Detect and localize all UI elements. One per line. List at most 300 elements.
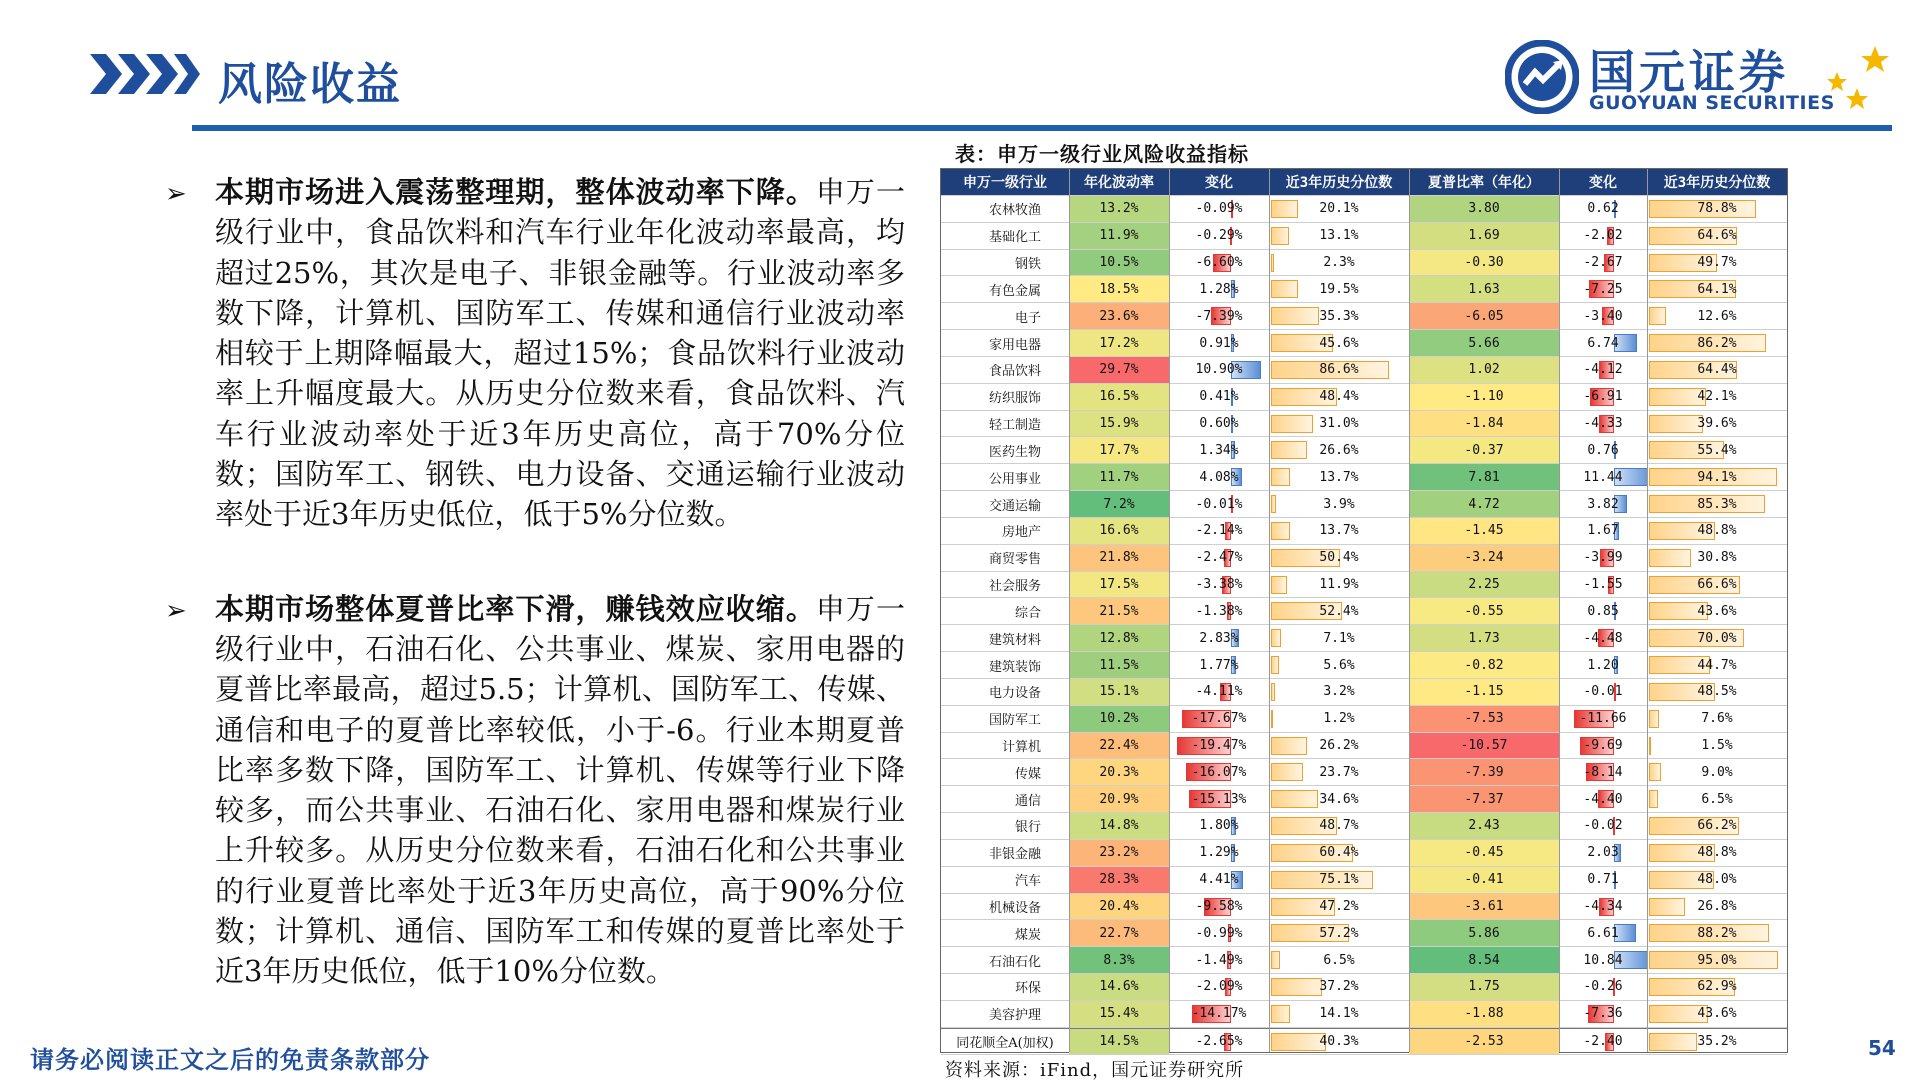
cell-text: -6.91 <box>1583 389 1623 405</box>
cell-text: -6.60% <box>1195 255 1243 271</box>
cell-vol <box>1069 679 1169 705</box>
cell-text: -15.13% <box>1191 791 1247 807</box>
cell-sh-pct <box>1647 840 1787 866</box>
cell-sh-pct <box>1647 652 1787 678</box>
cell-name <box>941 974 1069 1000</box>
cell-text: -0.82 <box>1464 657 1504 673</box>
bullet-volatility <box>165 172 905 535</box>
cell-name <box>941 545 1069 571</box>
cell-sharpe <box>1409 733 1559 759</box>
cell-text: 86.6% <box>1319 362 1359 378</box>
cell-text: -9.69 <box>1583 737 1623 753</box>
cell-text: 14.8% <box>1099 818 1139 834</box>
cell-text: 64.6% <box>1697 228 1737 244</box>
cell-text: 17.5% <box>1099 577 1139 592</box>
table-row <box>941 947 1787 974</box>
cell-sharpe <box>1409 437 1559 463</box>
table-source: 资料来源：iFind，国元证券研究所 <box>945 1060 1245 1080</box>
cell-sharpe <box>1409 625 1559 651</box>
bullet-lead: 本期市场整体夏普比率下滑，赚钱效应收缩。 <box>215 591 816 626</box>
cell-sharpe <box>1409 357 1559 383</box>
cell-text: 3.80 <box>1468 201 1500 217</box>
cell-text: 1.28% <box>1199 281 1239 297</box>
cell-text: 11.7% <box>1099 469 1139 485</box>
percentile-bar <box>1649 898 1685 916</box>
cell-vol <box>1069 786 1169 812</box>
cell-vol <box>1069 867 1169 893</box>
cell-text: 48.4% <box>1319 389 1359 405</box>
cell-text: 4.41% <box>1199 872 1239 888</box>
cell-text: 60.4% <box>1319 845 1359 861</box>
cell-sh-pct <box>1647 545 1787 571</box>
cell-text: 88.2% <box>1697 925 1737 941</box>
cell-sh-pct <box>1647 357 1787 383</box>
cell-sharpe <box>1409 786 1559 812</box>
cell-vol <box>1069 706 1169 732</box>
cell-sharpe <box>1409 679 1559 705</box>
cell-text: 55.4% <box>1697 442 1737 458</box>
cell-vol-pct <box>1269 813 1409 839</box>
cell-text: 1.02 <box>1468 362 1500 378</box>
table-row <box>941 813 1787 840</box>
cell-text: 7.81 <box>1468 469 1500 485</box>
cell-text: 13.7% <box>1319 469 1359 485</box>
cell-vol-chg <box>1169 706 1269 732</box>
cell-vol <box>1069 733 1169 759</box>
cell-vol-pct <box>1269 250 1409 276</box>
cell-text: -2.14% <box>1195 523 1243 539</box>
percentile-bar <box>1271 280 1298 298</box>
bullet-arrow-icon: ➢ <box>165 595 187 626</box>
cell-vol <box>1069 276 1169 302</box>
percentile-bar <box>1271 737 1307 755</box>
cell-sharpe <box>1409 813 1559 839</box>
star-icon <box>1823 44 1893 114</box>
cell-vol-pct <box>1269 974 1409 1000</box>
cell-text: 48.5% <box>1697 684 1737 700</box>
cell-sh-chg <box>1559 1001 1647 1027</box>
percentile-bar <box>1271 710 1273 728</box>
cell-vol-pct <box>1269 303 1409 329</box>
header-divider <box>192 125 1892 131</box>
cell-sharpe <box>1409 545 1559 571</box>
cell-sh-pct <box>1647 920 1787 946</box>
cell-sharpe <box>1409 1029 1559 1054</box>
cell-vol-pct <box>1269 1029 1409 1054</box>
cell-sharpe <box>1409 598 1559 624</box>
cell-vol <box>1069 545 1169 571</box>
cell-text: 48.8% <box>1697 845 1737 861</box>
table-row <box>941 411 1787 438</box>
cell-sharpe <box>1409 518 1559 544</box>
column-divider <box>1169 169 1170 1052</box>
percentile-bar <box>1271 656 1279 674</box>
percentile-bar <box>1271 576 1287 594</box>
title-chevron-icon <box>90 54 200 94</box>
cell-vol-pct <box>1269 625 1409 651</box>
cell-text: -1.88 <box>1464 1006 1504 1022</box>
cell-text: 45.6% <box>1319 335 1359 351</box>
cell-sh-pct <box>1647 786 1787 812</box>
cell-sh-pct <box>1647 625 1787 651</box>
cell-text: -0.29% <box>1195 228 1243 244</box>
cell-text: -4.34 <box>1583 898 1623 914</box>
cell-text: 美容护理 <box>988 1008 1041 1024</box>
table-caption: 表：申万一级行业风险收益指标 <box>955 142 1249 166</box>
cell-sh-chg <box>1559 974 1647 1000</box>
cell-text: -1.84 <box>1464 416 1504 432</box>
cell-vol-chg <box>1169 679 1269 705</box>
cell-vol <box>1069 759 1169 785</box>
cell-text: 电子 <box>1014 310 1041 326</box>
header-vol-change: 变化 <box>1205 175 1233 191</box>
cell-sh-pct <box>1647 250 1787 276</box>
cell-name <box>941 196 1069 222</box>
cell-vol-chg <box>1169 330 1269 356</box>
cell-text: 31.0% <box>1319 416 1359 432</box>
cell-vol-chg <box>1169 840 1269 866</box>
cell-text: 20.1% <box>1319 201 1359 217</box>
cell-text: 8.54 <box>1468 952 1500 968</box>
cell-sharpe <box>1409 303 1559 329</box>
percentile-bar <box>1271 683 1275 701</box>
cell-text: 机械设备 <box>988 900 1041 916</box>
cell-text: 商贸零售 <box>988 552 1041 568</box>
cell-sharpe <box>1409 759 1559 785</box>
percentile-bar <box>1649 307 1666 325</box>
cell-text: -2.09% <box>1195 979 1243 995</box>
cell-sh-pct <box>1647 411 1787 437</box>
cell-sh-pct <box>1647 491 1787 517</box>
cell-text: -2.47% <box>1195 550 1243 566</box>
cell-text: 环保 <box>1014 981 1041 997</box>
cell-text: 农林牧渔 <box>988 203 1041 219</box>
cell-name <box>941 652 1069 678</box>
cell-text: 6.74 <box>1587 335 1619 351</box>
table-row <box>941 1001 1787 1028</box>
percentile-bar <box>1649 710 1659 728</box>
cell-text: 3.2% <box>1323 684 1355 700</box>
table-row <box>941 384 1787 411</box>
cell-sharpe <box>1409 250 1559 276</box>
cell-name <box>941 598 1069 624</box>
cell-vol-pct <box>1269 276 1409 302</box>
cell-sh-chg <box>1559 384 1647 410</box>
cell-sh-chg <box>1559 813 1647 839</box>
cell-sharpe <box>1409 411 1559 437</box>
cell-vol <box>1069 437 1169 463</box>
cell-sh-pct <box>1647 437 1787 463</box>
cell-text: 66.2% <box>1697 818 1737 834</box>
cell-text: 汽车 <box>1014 874 1041 890</box>
cell-text: 48.8% <box>1697 523 1737 539</box>
cell-vol-pct <box>1269 840 1409 866</box>
percentile-bar <box>1271 522 1290 540</box>
cell-name <box>941 1001 1069 1027</box>
cell-text: -0.30 <box>1464 255 1504 271</box>
cell-vol-pct <box>1269 491 1409 517</box>
cell-sharpe <box>1409 276 1559 302</box>
cell-text: 43.6% <box>1697 603 1737 619</box>
cell-sharpe <box>1409 840 1559 866</box>
percentile-bar <box>1271 468 1290 486</box>
cell-text: 0.41% <box>1199 389 1239 405</box>
cell-text: -2.02 <box>1583 228 1623 244</box>
table-row <box>941 572 1787 599</box>
cell-vol-pct <box>1269 572 1409 598</box>
cell-text: 75.1% <box>1319 872 1359 888</box>
cell-text: 1.73 <box>1468 630 1500 646</box>
cell-vol-pct <box>1269 384 1409 410</box>
percentile-bar <box>1649 1033 1697 1051</box>
cell-text: -7.25 <box>1583 281 1623 297</box>
cell-name <box>941 357 1069 383</box>
cell-vol <box>1069 518 1169 544</box>
cell-text: 5.66 <box>1468 335 1500 351</box>
cell-text: 95.0% <box>1697 952 1737 968</box>
cell-name <box>941 947 1069 973</box>
cell-text: -1.38% <box>1195 603 1243 619</box>
cell-text: -0.99% <box>1195 925 1243 941</box>
cell-text: -1.15 <box>1464 684 1504 700</box>
cell-vol-pct <box>1269 867 1409 893</box>
cell-text: 0.62 <box>1587 201 1619 217</box>
cell-text: 62.9% <box>1697 979 1737 995</box>
cell-text: 房地产 <box>1001 525 1041 541</box>
cell-text: 39.6% <box>1697 416 1737 432</box>
cell-text: 3.9% <box>1323 496 1355 512</box>
cell-text: -7.39 <box>1464 764 1504 780</box>
percentile-bar <box>1649 737 1651 755</box>
cell-text: 11.9% <box>1099 228 1139 244</box>
cell-text: 1.75 <box>1468 979 1500 995</box>
cell-sh-chg <box>1559 518 1647 544</box>
cell-text: -0.45 <box>1464 845 1504 861</box>
cell-text: 22.4% <box>1099 737 1139 753</box>
cell-name <box>941 250 1069 276</box>
percentile-bar <box>1271 495 1276 513</box>
cell-vol-chg <box>1169 384 1269 410</box>
header-vol-percentile: 近3年历史分位数 <box>1285 175 1393 191</box>
cell-text: 0.60% <box>1199 416 1239 432</box>
cell-name <box>941 733 1069 759</box>
guoyuan-logo-icon <box>1505 40 1579 114</box>
percentile-bar <box>1649 790 1658 808</box>
cell-text: 11.44 <box>1583 469 1623 485</box>
bullet-sharpe <box>165 589 905 992</box>
cell-name <box>941 491 1069 517</box>
cell-text: 0.91% <box>1199 335 1239 351</box>
cell-vol <box>1069 464 1169 490</box>
cell-sh-pct <box>1647 276 1787 302</box>
cell-text: 2.3% <box>1323 255 1355 271</box>
cell-sh-chg <box>1559 894 1647 920</box>
table-row <box>941 652 1787 679</box>
cell-vol <box>1069 652 1169 678</box>
column-divider <box>1269 169 1270 1052</box>
cell-text: 家用电器 <box>988 337 1041 353</box>
cell-sh-pct <box>1647 330 1787 356</box>
cell-sh-pct <box>1647 974 1787 1000</box>
cell-text: 0.85 <box>1587 603 1619 619</box>
cell-text: 2.25 <box>1468 577 1500 592</box>
percentile-bar <box>1271 200 1298 218</box>
cell-text: -7.53 <box>1464 711 1504 727</box>
cell-name <box>941 572 1069 598</box>
cell-text: 34.6% <box>1319 791 1359 807</box>
cell-text: -3.61 <box>1464 898 1504 914</box>
cell-vol <box>1069 1001 1169 1027</box>
cell-text: 15.1% <box>1099 684 1139 700</box>
cell-vol-chg <box>1169 545 1269 571</box>
cell-text: -0.41 <box>1464 872 1504 888</box>
cell-text: -14.17% <box>1191 1006 1247 1022</box>
cell-vol <box>1069 357 1169 383</box>
cell-vol-chg <box>1169 572 1269 598</box>
percentile-bar <box>1271 951 1280 969</box>
cell-text: 0.76 <box>1587 442 1619 458</box>
cell-vol <box>1069 330 1169 356</box>
cell-text: 13.1% <box>1319 228 1359 244</box>
cell-text: 国防军工 <box>988 713 1041 729</box>
logo-chinese-name: 国元证券 <box>1589 45 1789 99</box>
cell-vol-pct <box>1269 652 1409 678</box>
percentile-bar <box>1271 790 1318 808</box>
cell-text: 13.2% <box>1099 201 1139 217</box>
cell-text: 非银金融 <box>988 847 1041 863</box>
cell-text: -2.40 <box>1583 1033 1623 1049</box>
cell-text: 交通运输 <box>988 498 1041 514</box>
cell-text: -11.66 <box>1579 711 1627 727</box>
cell-sh-pct <box>1647 813 1787 839</box>
cell-text: 12.8% <box>1099 630 1139 646</box>
cell-vol <box>1069 384 1169 410</box>
table-row <box>941 491 1787 518</box>
cell-text: 85.3% <box>1697 496 1737 512</box>
cell-text: 14.5% <box>1099 1033 1139 1049</box>
cell-name <box>941 303 1069 329</box>
cell-sh-chg <box>1559 437 1647 463</box>
cell-text: 11.5% <box>1099 657 1139 673</box>
cell-text: 86.2% <box>1697 335 1737 351</box>
cell-vol-pct <box>1269 518 1409 544</box>
cell-vol-chg <box>1169 813 1269 839</box>
cell-sharpe <box>1409 974 1559 1000</box>
cell-text: 23.6% <box>1099 308 1139 324</box>
table-row <box>941 357 1787 384</box>
cell-text: 2.83% <box>1199 630 1239 646</box>
cell-name <box>941 518 1069 544</box>
percentile-bar <box>1271 629 1281 647</box>
cell-vol-chg <box>1169 598 1269 624</box>
bullet-text: 申万一级行业中，食品饮料和汽车行业年化波动率最高，均超过25%，其次是电子、非银金融等。行业波动率多数下降，计算机、国防军工、传媒和通信行业波动率相较于上期降幅最大，超过15%；食品饮料行业波动率上升幅度最大。从历史分位数来看，食品饮料、汽车行业波动率处于近3年历史高位，高于70%分位数；国防军工、钢铁、电力设备、交通运输行业波动率处于近3年历史低位，低于5%分位数。 <box>215 175 905 532</box>
cell-name <box>941 411 1069 437</box>
cell-vol <box>1069 813 1169 839</box>
cell-text: 30.8% <box>1697 550 1737 566</box>
cell-sh-pct <box>1647 518 1787 544</box>
cell-text: 通信 <box>1014 793 1041 809</box>
cell-text: 23.2% <box>1099 845 1139 861</box>
table-header-row <box>941 169 1787 196</box>
cell-sh-chg <box>1559 947 1647 973</box>
cell-vol-pct <box>1269 330 1409 356</box>
table-summary-row <box>941 1028 1787 1055</box>
cell-vol-chg <box>1169 303 1269 329</box>
cell-vol <box>1069 598 1169 624</box>
table-row <box>941 679 1787 706</box>
cell-text: -4.33 <box>1583 416 1623 432</box>
percentile-bar <box>1271 978 1322 996</box>
cell-vol-chg <box>1169 920 1269 946</box>
cell-sh-pct <box>1647 303 1787 329</box>
cell-text: 6.61 <box>1587 925 1619 941</box>
cell-text: -10.57 <box>1460 737 1508 753</box>
cell-text: 纺织服饰 <box>988 391 1041 407</box>
cell-text: 1.80% <box>1199 818 1239 834</box>
cell-text: 49.7% <box>1697 255 1737 271</box>
cell-text: 17.2% <box>1099 335 1139 351</box>
cell-vol-chg <box>1169 518 1269 544</box>
cell-sh-chg <box>1559 572 1647 598</box>
cell-text: 基础化工 <box>988 230 1041 246</box>
table-row <box>941 974 1787 1001</box>
cell-text: 5.86 <box>1468 925 1500 941</box>
cell-text: -4.48 <box>1583 630 1623 646</box>
cell-text: 14.1% <box>1319 1006 1359 1022</box>
cell-sh-chg <box>1559 330 1647 356</box>
cell-name <box>941 786 1069 812</box>
cell-text: 35.2% <box>1697 1033 1737 1049</box>
disclaimer-note: 请务必阅读正文之后的免责条款部分 <box>30 1046 430 1074</box>
cell-text: 1.20 <box>1587 657 1619 673</box>
cell-sharpe <box>1409 196 1559 222</box>
cell-sharpe <box>1409 384 1559 410</box>
cell-sh-pct <box>1647 196 1787 222</box>
cell-sh-chg <box>1559 276 1647 302</box>
cell-sh-chg <box>1559 464 1647 490</box>
percentile-bar <box>1649 415 1703 433</box>
cell-text: -1.49% <box>1195 952 1243 968</box>
table-row <box>941 464 1787 491</box>
cell-sh-pct <box>1647 572 1787 598</box>
cell-vol-chg <box>1169 276 1269 302</box>
cell-vol-pct <box>1269 733 1409 759</box>
cell-vol-pct <box>1269 545 1409 571</box>
cell-sh-chg <box>1559 867 1647 893</box>
bullet-text: 申万一级行业中，石油石化、公共事业、煤炭、家用电器的夏普比率最高，超过5.5；计算机、国防军工、传媒、通信和电子的夏普比率较低，小于-6。行业本期夏普比率多数下降，国防军工、计算机、传媒等行业下降较多，而公共事业、石油石化、家用电器和煤炭行业上升较多。从历史分位数来看，石油石化和公共事业的行业夏普比率处于近3年历史高位，高于90%分位数；计算机、通信、国防军工和传媒的夏普比率处于近3年历史低位，低于10%分位数。 <box>215 591 905 989</box>
cell-vol-chg <box>1169 464 1269 490</box>
cell-vol-pct <box>1269 786 1409 812</box>
cell-text: -1.45 <box>1464 523 1504 539</box>
cell-sh-chg <box>1559 491 1647 517</box>
bullet-list <box>165 172 905 1046</box>
cell-text: 3.82 <box>1587 496 1619 512</box>
cell-vol-chg <box>1169 625 1269 651</box>
risk-return-table <box>940 168 1788 1053</box>
cell-text: 社会服务 <box>988 579 1041 594</box>
cell-text: 6.5% <box>1323 952 1355 968</box>
cell-text: 建筑材料 <box>988 632 1041 648</box>
cell-text: 14.6% <box>1099 979 1139 995</box>
cell-sharpe <box>1409 652 1559 678</box>
cell-text: 26.8% <box>1697 898 1737 914</box>
cell-text: 78.8% <box>1697 201 1737 217</box>
cell-sharpe <box>1409 464 1559 490</box>
cell-text: 21.8% <box>1099 550 1139 566</box>
column-divider <box>1559 169 1560 1052</box>
cell-sh-pct <box>1647 384 1787 410</box>
table-row <box>941 330 1787 357</box>
